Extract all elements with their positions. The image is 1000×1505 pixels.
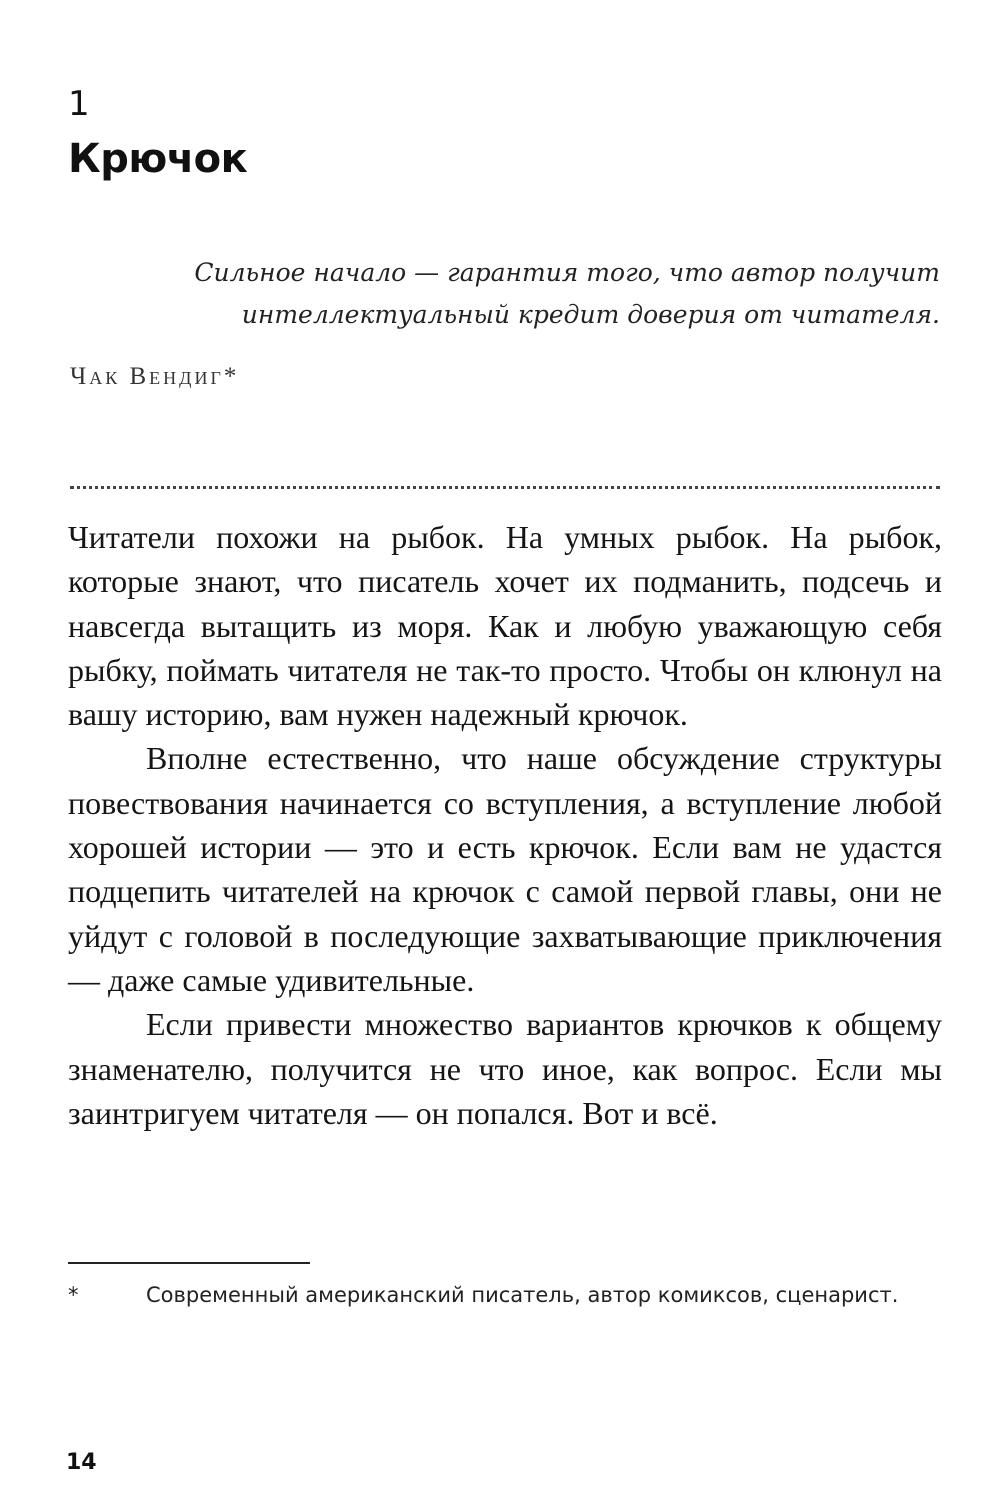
chapter-title: Крючок — [68, 136, 248, 182]
epigraph-line: Сильное начало — гарантия того, что автор получит — [194, 258, 940, 287]
chapter-number: 1 — [68, 84, 90, 124]
footnote-rule — [68, 1262, 310, 1264]
body-paragraph: Вполне естественно, что наше обсуждение структуры повествования начинается со вступления, а вступление любой хорошей истории — это и есть крючок. Если вам не удастся подцепить читателей на крючок с самой первой главы, они не уйдут с головой в последующие захватывающие приключения — даже самые удивительные. — [68, 740, 942, 998]
footnote-text: Современный американский писатель, автор комиксов, сценарист. — [146, 1283, 899, 1307]
footnote-marker: * — [68, 1283, 79, 1307]
footnote — [68, 1278, 918, 1312]
epigraph — [120, 252, 940, 336]
chapter-body — [68, 515, 942, 1135]
epigraph-line: интеллектуальный кредит доверия от читателя. — [241, 300, 940, 329]
body-paragraph: Если привести множество вариантов крючков к общему знаменателю, получится не что иное, как вопрос. Если мы заинтригуем читателя — он попался. Вот и всё. — [68, 1006, 942, 1131]
body-paragraph: Читатели похожи на рыбок. На умных рыбок. На рыбок, которые знают, что писатель хочет их подманить, подсечь и навсегда вытащить из моря. Как и любую уважающую себя рыбку, поймать читателя не так-то просто. Чтобы он клюнул на вашу историю, вам нужен надежный крючок. — [68, 519, 942, 733]
page-number: 14 — [66, 1450, 97, 1475]
epigraph-author: Чак Вендиг* — [70, 363, 240, 390]
dotted-separator — [70, 486, 940, 489]
